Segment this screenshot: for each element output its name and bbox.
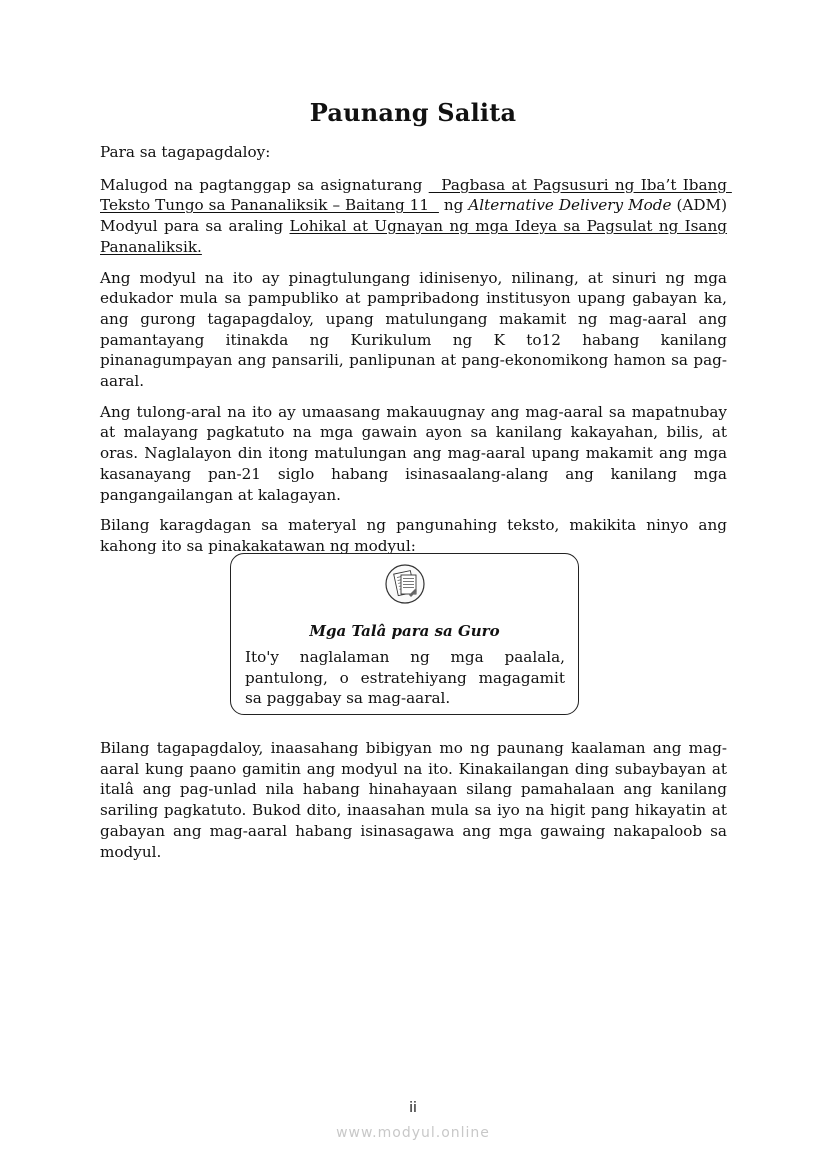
facilitator-paragraph: Bilang tagapagdaloy, inaasahang bibigyan mo ng paunang kaalaman ang mag-aaral kung paano gamitin ang modyul na ito. Kinakailangan ding subaybayan at italâ ang pag-unlad nila habang hinahayaan silang pamahalaan ang kanilang sariling pagkatuto. Bukod dito, inaasahan mula sa iyo na higit pang hikayatin at gabayan ang mag-aaral habang isinasagawa ang mga gawaing nakapaloob sa modyul. bbox=[100, 739, 727, 861]
notes-icon bbox=[385, 564, 425, 604]
note-box-title: Mga Talâ para sa Guro bbox=[309, 622, 500, 640]
welcome-text-2: ng bbox=[438, 196, 469, 215]
note-box-body: Ito'y naglalaman ng mga paalala, pantulong, o estratehiyang magagamit sa paggabay sa mag-aaral. bbox=[245, 648, 565, 707]
greeting: Para sa tagapagdaloy: bbox=[100, 143, 271, 161]
teacher-notes-box bbox=[230, 553, 579, 715]
watermark: www.modyul.online bbox=[336, 1125, 490, 1141]
lesson-title: Lohikal at Ugnayan ng mga Ideya sa Pagsulat ng Isang Pananaliksik. bbox=[100, 217, 727, 256]
intro-section bbox=[100, 142, 732, 567]
page-number: ii bbox=[409, 1100, 417, 1116]
page-title: Paunang Salita bbox=[309, 98, 517, 127]
adm-term: Alternative Delivery Mode bbox=[468, 196, 672, 215]
purpose-paragraph: Ang modyul na ito ay pinagtulungang idinisenyo, nilinang, at sinuri ng mga edukador mula sa pampubliko at pampribadong institusyon upang gabayan ka, ang gurong tagapagdaloy, upang matulungang makamit ng mag-aaral ang pamantayang itinakda ng Kurikulum ng K to12 habang kanilang pinanagumpayan ang pansarili, panlipunan at pang-ekonomikong hamon sa pag-aaral. bbox=[100, 268, 727, 391]
welcome-paragraph bbox=[100, 175, 732, 258]
welcome-text-3: (ADM) Modyul para sa araling bbox=[100, 196, 728, 236]
goal-paragraph: Ang tulong-aral na ito ay umaasang makauugnay ang mag-aaral sa mapatnubay at malayang pagkatuto na mga gawain ayon sa kanilang kakayahan, bilis, at oras. Naglalayon din itong matulungan ang mag-aaral upang makamit ang mga kasanayang pan-21 siglo habang isinasaalang-alang ang kanilang mga pangangailangan at kalagayan. bbox=[100, 402, 727, 504]
welcome-text: Malugod na pagtanggap sa asignaturang bbox=[100, 175, 429, 194]
subject-name: Pagbasa at Pagsusuri ng Iba’t Ibang Teksto Tungo sa Pananaliksik – Baitang 11 bbox=[100, 175, 732, 215]
box-intro-paragraph: Bilang karagdagan sa materyal ng pangunahing teksto, makikita ninyo ang kahong ito sa pinakakatawan ng modyul: bbox=[100, 516, 727, 555]
